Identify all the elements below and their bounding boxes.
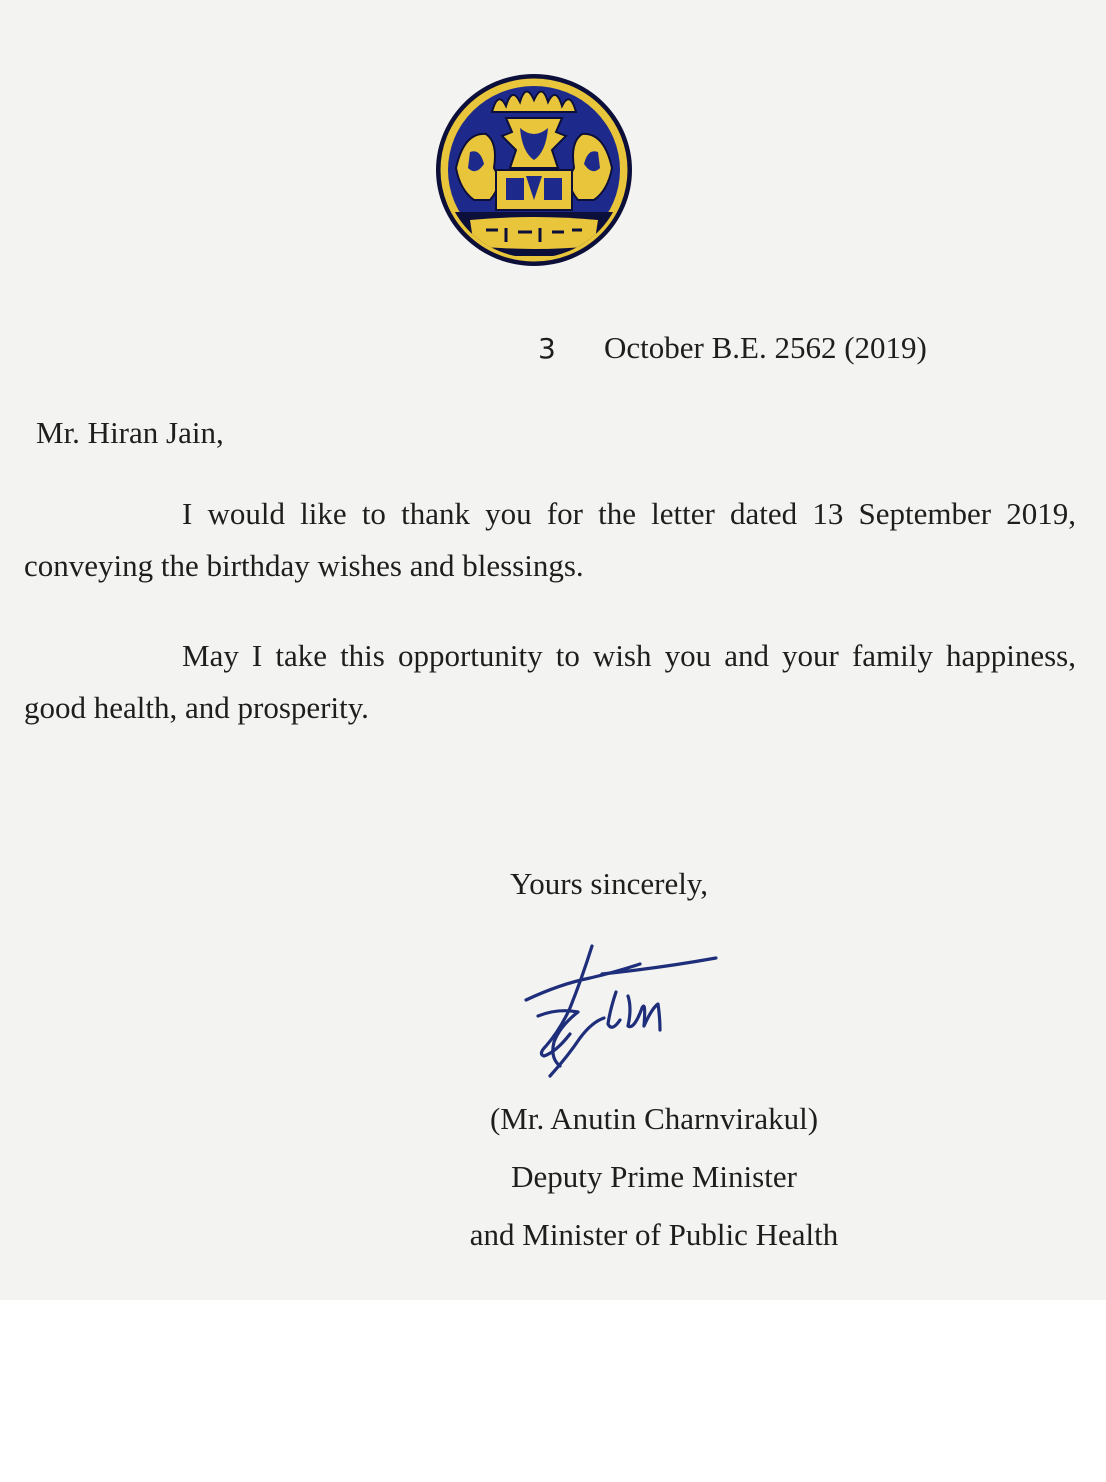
handwritten-signature [520,938,730,1083]
signature-block [414,1090,894,1264]
complimentary-close: Yours sincerely, [510,866,709,901]
signatory-title: and Minister of Public Health [469,1217,839,1252]
date-day: 3 [538,332,556,365]
body-paragraph: May I take this opportunity to wish you and your family happiness, good health, and prosperity. [24,638,1076,725]
body-paragraph: I would like to thank you for the letter dated 13 September 2019, conveying the birthday wishes and blessings. [24,496,1076,583]
signatory-name: (Mr. Anutin Charnvirakul) [489,1101,819,1136]
letter-date [538,330,927,366]
salutation: Mr. Hiran Jain, [36,415,224,450]
government-seal-icon [434,72,634,268]
date-month-year: October B.E. 2562 (2019) [604,330,927,365]
signatory-title: Deputy Prime Minister [511,1159,797,1194]
